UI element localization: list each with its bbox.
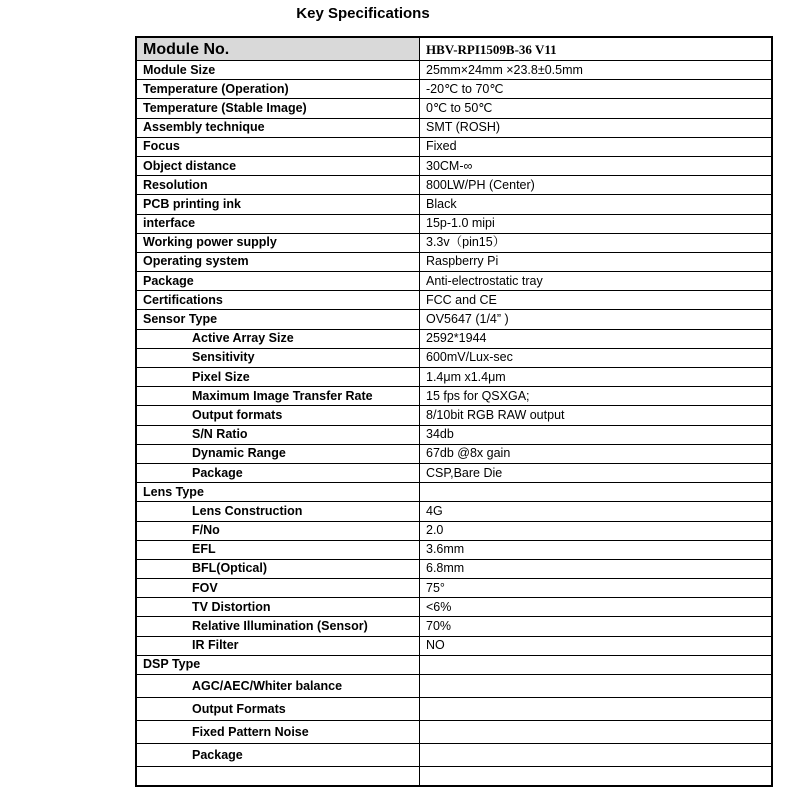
spec-value: 3.3v（pin15） xyxy=(420,233,773,252)
spec-label: Dynamic Range xyxy=(136,444,420,463)
table-row xyxy=(136,348,772,367)
module-no-value: HBV-RPI1509B-36 V11 xyxy=(420,37,773,61)
spec-value: 25mm×24mm ×23.8±0.5mm xyxy=(420,61,773,80)
spec-label xyxy=(136,767,420,786)
table-row xyxy=(136,406,772,425)
spec-value: CSP,Bare Die xyxy=(420,463,773,482)
table-row xyxy=(136,636,772,655)
table-row xyxy=(136,698,772,721)
spec-value: Fixed xyxy=(420,137,773,156)
table-row xyxy=(136,195,772,214)
table-row xyxy=(136,579,772,598)
table-row xyxy=(136,425,772,444)
table-row xyxy=(136,767,772,786)
spec-label: Module Size xyxy=(136,61,420,80)
spec-value xyxy=(420,483,773,502)
table-row xyxy=(136,540,772,559)
spec-value: 4G xyxy=(420,502,773,521)
spec-value: 2592*1944 xyxy=(420,329,773,348)
spec-label: PCB printing ink xyxy=(136,195,420,214)
spec-value: 70% xyxy=(420,617,773,636)
table-row xyxy=(136,502,772,521)
table-row xyxy=(136,80,772,99)
table-row xyxy=(136,99,772,118)
spec-label: IR Filter xyxy=(136,636,420,655)
spec-label: F/No xyxy=(136,521,420,540)
table-row xyxy=(136,655,772,674)
table-row xyxy=(136,252,772,271)
table-header-row xyxy=(136,37,772,61)
spec-value: Black xyxy=(420,195,773,214)
spec-label: Sensitivity xyxy=(136,348,420,367)
spec-value: 600mV/Lux-sec xyxy=(420,348,773,367)
table-row xyxy=(136,214,772,233)
spec-label: AGC/AEC/Whiter balance xyxy=(136,675,420,698)
spec-label: TV Distortion xyxy=(136,598,420,617)
module-no-label: Module No. xyxy=(136,37,420,61)
spec-value: 1.4μm x1.4μm xyxy=(420,368,773,387)
spec-label: Package xyxy=(136,272,420,291)
spec-label: BFL(Optical) xyxy=(136,559,420,578)
spec-label: Operating system xyxy=(136,252,420,271)
spec-label: Active Array Size xyxy=(136,329,420,348)
spec-label: DSP Type xyxy=(136,655,420,674)
table-row xyxy=(136,61,772,80)
spec-label: Pixel Size xyxy=(136,368,420,387)
spec-value xyxy=(420,675,773,698)
spec-value: <6% xyxy=(420,598,773,617)
spec-value: 8/10bit RGB RAW output xyxy=(420,406,773,425)
spec-value: Anti-electrostatic tray xyxy=(420,272,773,291)
spec-label: Relative Illumination (Sensor) xyxy=(136,617,420,636)
spec-value: -20℃ to 70℃ xyxy=(420,80,773,99)
spec-table xyxy=(135,36,773,787)
table-row xyxy=(136,559,772,578)
spec-label: Maximum Image Transfer Rate xyxy=(136,387,420,406)
spec-table-body xyxy=(136,37,772,786)
table-row xyxy=(136,675,772,698)
table-row xyxy=(136,291,772,310)
spec-label: Package xyxy=(136,463,420,482)
table-row xyxy=(136,118,772,137)
spec-value: 75° xyxy=(420,579,773,598)
table-row xyxy=(136,368,772,387)
table-row xyxy=(136,137,772,156)
spec-value: 15p-1.0 mipi xyxy=(420,214,773,233)
table-row xyxy=(136,521,772,540)
spec-value: 2.0 xyxy=(420,521,773,540)
spec-label: Package xyxy=(136,744,420,767)
table-row xyxy=(136,387,772,406)
spec-value: 67db @8x gain xyxy=(420,444,773,463)
spec-value xyxy=(420,767,773,786)
spec-value: FCC and CE xyxy=(420,291,773,310)
table-row xyxy=(136,744,772,767)
spec-label: S/N Ratio xyxy=(136,425,420,444)
spec-label: FOV xyxy=(136,579,420,598)
table-row xyxy=(136,483,772,502)
spec-value xyxy=(420,721,773,744)
spec-value: 34db xyxy=(420,425,773,444)
spec-value: OV5647 (1/4” ) xyxy=(420,310,773,329)
spec-label: Fixed Pattern Noise xyxy=(136,721,420,744)
spec-label: Object distance xyxy=(136,156,420,175)
spec-value: 0℃ to 50℃ xyxy=(420,99,773,118)
spec-value: 15 fps for QSXGA; xyxy=(420,387,773,406)
spec-value: 30CM-∞ xyxy=(420,156,773,175)
table-row xyxy=(136,156,772,175)
spec-label: Output Formats xyxy=(136,698,420,721)
spec-label: Temperature (Operation) xyxy=(136,80,420,99)
spec-label: Certifications xyxy=(136,291,420,310)
document-title: Key Specifications xyxy=(296,5,430,22)
table-row xyxy=(136,233,772,252)
spec-label: EFL xyxy=(136,540,420,559)
spec-label: Temperature (Stable Image) xyxy=(136,99,420,118)
spec-value xyxy=(420,698,773,721)
table-row xyxy=(136,329,772,348)
spec-value: Raspberry Pi xyxy=(420,252,773,271)
spec-value xyxy=(420,744,773,767)
spec-value: 800LW/PH (Center) xyxy=(420,176,773,195)
spec-value: SMT (ROSH) xyxy=(420,118,773,137)
table-row xyxy=(136,444,772,463)
table-row xyxy=(136,310,772,329)
spec-label: Output formats xyxy=(136,406,420,425)
table-row xyxy=(136,617,772,636)
spec-label: Focus xyxy=(136,137,420,156)
spec-label: Lens Type xyxy=(136,483,420,502)
table-row xyxy=(136,272,772,291)
spec-label: Resolution xyxy=(136,176,420,195)
spec-label: Working power supply xyxy=(136,233,420,252)
spec-label: Assembly technique xyxy=(136,118,420,137)
table-row xyxy=(136,598,772,617)
spec-label: Sensor Type xyxy=(136,310,420,329)
table-row xyxy=(136,463,772,482)
spec-value: 3.6mm xyxy=(420,540,773,559)
table-row xyxy=(136,721,772,744)
table-row xyxy=(136,176,772,195)
spec-value xyxy=(420,655,773,674)
spec-value: NO xyxy=(420,636,773,655)
spec-label: Lens Construction xyxy=(136,502,420,521)
spec-value: 6.8mm xyxy=(420,559,773,578)
spec-label: interface xyxy=(136,214,420,233)
